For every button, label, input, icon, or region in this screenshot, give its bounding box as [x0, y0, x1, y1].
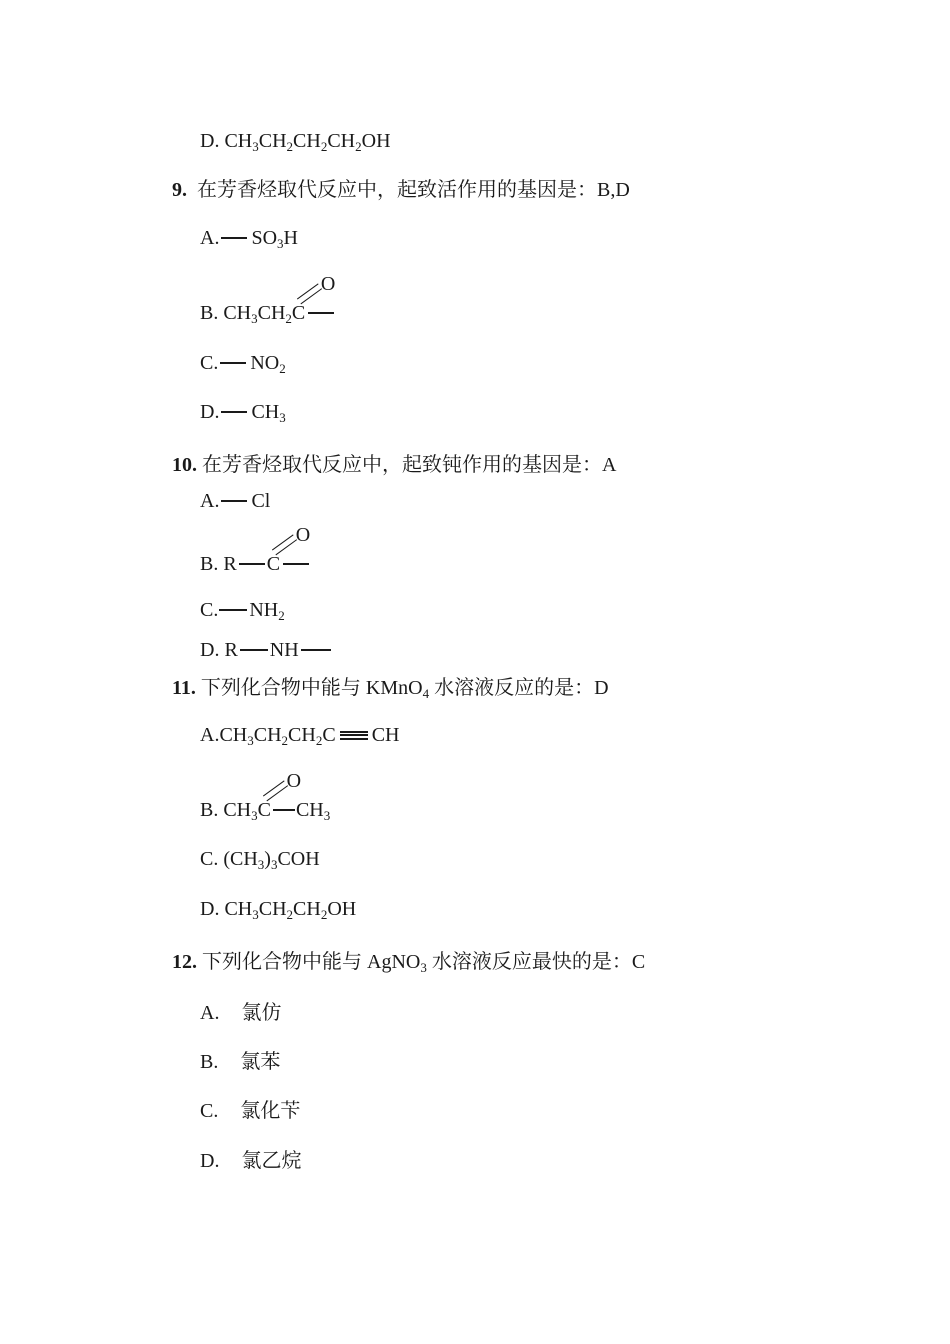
text: CH: [293, 130, 321, 152]
single-bond: [283, 563, 309, 565]
single-bond: [221, 411, 247, 413]
text: CH: [258, 898, 287, 920]
text: B. CH: [200, 799, 252, 821]
option-text: 氯化苄: [240, 1100, 301, 1122]
text: 2: [320, 139, 328, 154]
text: ): [264, 848, 271, 870]
option-letter: A.: [200, 490, 220, 512]
question-number: 12.: [172, 951, 197, 973]
option-letter: A.: [200, 724, 220, 746]
carbonyl-group: [291, 273, 336, 325]
q12-option-d: [200, 1149, 301, 1173]
text: 4: [422, 686, 430, 701]
oxygen-atom: O: [320, 273, 336, 295]
single-bond: [219, 609, 247, 611]
q12-option-c: [200, 1099, 300, 1123]
q12-option-a: [200, 1001, 281, 1025]
q11-option-b: [200, 770, 331, 823]
double-bond: [272, 534, 297, 555]
q11-option-d: [200, 897, 356, 921]
single-bond: [240, 649, 268, 651]
text: CH: [293, 898, 321, 920]
single-bond: [239, 563, 265, 565]
text: 2: [285, 311, 292, 326]
text: OH: [327, 898, 357, 920]
text: 3: [247, 733, 254, 748]
text: CH: [371, 724, 400, 746]
option-text: 氯乙烷: [241, 1150, 302, 1172]
text: C. (CH: [200, 848, 258, 870]
text: SO: [251, 227, 278, 249]
single-bond: [220, 362, 246, 364]
text: CH: [219, 724, 248, 746]
question-10: [172, 453, 616, 477]
question-text: 下列化合物中能与 AgNO: [202, 951, 421, 973]
question-number: 10.: [172, 454, 197, 476]
text: 3: [251, 808, 258, 823]
text: 3: [270, 857, 278, 872]
text: 3: [323, 808, 331, 823]
oxygen-atom: O: [295, 524, 311, 546]
text: 2: [279, 361, 286, 376]
text: 3: [252, 139, 259, 154]
text: C: [291, 302, 306, 324]
option-text: 氯苯: [240, 1051, 281, 1073]
text: D. CH: [200, 130, 253, 152]
option-letter: C.: [200, 599, 219, 621]
text: 2: [286, 139, 294, 154]
q9-option-c: [200, 351, 286, 375]
text: CH: [251, 401, 280, 423]
text: CH: [288, 724, 316, 746]
text: B. CH: [200, 302, 252, 324]
question-9: [172, 178, 630, 202]
triple-bond: [340, 731, 368, 740]
text: 2: [320, 907, 328, 922]
question-text: 在芳香烃取代反应中，起致活作用的基因是：B,D: [197, 179, 630, 201]
text: 2: [355, 139, 362, 154]
text: C: [257, 799, 271, 821]
text: 2: [278, 608, 285, 623]
carbonyl-group: [257, 770, 302, 822]
text: COH: [277, 848, 320, 870]
q8-option-d: [200, 129, 391, 153]
option-letter: D.: [200, 1150, 220, 1172]
question-11: [172, 676, 609, 700]
q11-option-a: [200, 723, 399, 747]
option-text: 氯仿: [241, 1002, 282, 1024]
question-number: 9.: [172, 179, 187, 201]
q10-option-c: [200, 598, 285, 622]
text: NH: [269, 639, 299, 661]
text: 3: [251, 311, 258, 326]
q10-option-b: [200, 524, 311, 576]
q12-option-b: [200, 1050, 280, 1074]
q9-option-d: [200, 400, 286, 424]
option-letter: B.: [200, 1051, 219, 1073]
text: C: [266, 553, 281, 575]
double-bond: [297, 283, 322, 304]
option-letter: A.: [200, 227, 220, 249]
text: CH: [257, 302, 286, 324]
question-text: 水溶液反应的是：D: [429, 677, 609, 699]
text: 3: [257, 857, 265, 872]
text: CH: [253, 724, 282, 746]
single-bond: [308, 312, 334, 314]
option-letter: C.: [200, 1100, 219, 1122]
text: Cl: [251, 490, 271, 512]
double-bond: [263, 780, 288, 801]
single-bond: [301, 649, 331, 651]
single-bond: [221, 500, 247, 502]
q9-option-b: [200, 273, 336, 326]
single-bond: [273, 809, 295, 811]
text: B. R: [200, 553, 237, 575]
text: 3: [279, 410, 286, 425]
option-letter: A.: [200, 1002, 220, 1024]
question-text: 下列化合物中能与 KMnO: [200, 677, 423, 699]
text: OH: [361, 130, 391, 152]
text: CH: [258, 130, 287, 152]
text: 2: [281, 733, 289, 748]
text: NH: [249, 599, 279, 621]
text: NO: [250, 352, 280, 374]
option-letter: D.: [200, 401, 220, 423]
question-number: 11.: [172, 677, 196, 699]
text: H: [283, 227, 298, 249]
text: C: [322, 724, 336, 746]
q11-option-c: [200, 847, 320, 871]
carbonyl-group: [266, 524, 311, 576]
text: D. R: [200, 639, 238, 661]
question-text: 水溶液反应最快的是：C: [426, 951, 646, 973]
text: 2: [286, 907, 294, 922]
question-12: [172, 950, 645, 974]
text: 2: [315, 733, 323, 748]
text: 3: [420, 960, 427, 975]
text: 3: [277, 236, 284, 251]
text: CH: [295, 799, 324, 821]
text: CH: [327, 130, 356, 152]
q9-option-a: [200, 226, 298, 250]
single-bond: [221, 237, 247, 239]
text: 3: [252, 907, 259, 922]
question-text: 在芳香烃取代反应中，起致钝作用的基因是：A: [202, 454, 617, 476]
text: D. CH: [200, 898, 253, 920]
option-letter: C.: [200, 352, 219, 374]
q10-option-a: [200, 489, 270, 513]
oxygen-atom: O: [286, 770, 302, 792]
q10-option-d: [200, 638, 331, 662]
